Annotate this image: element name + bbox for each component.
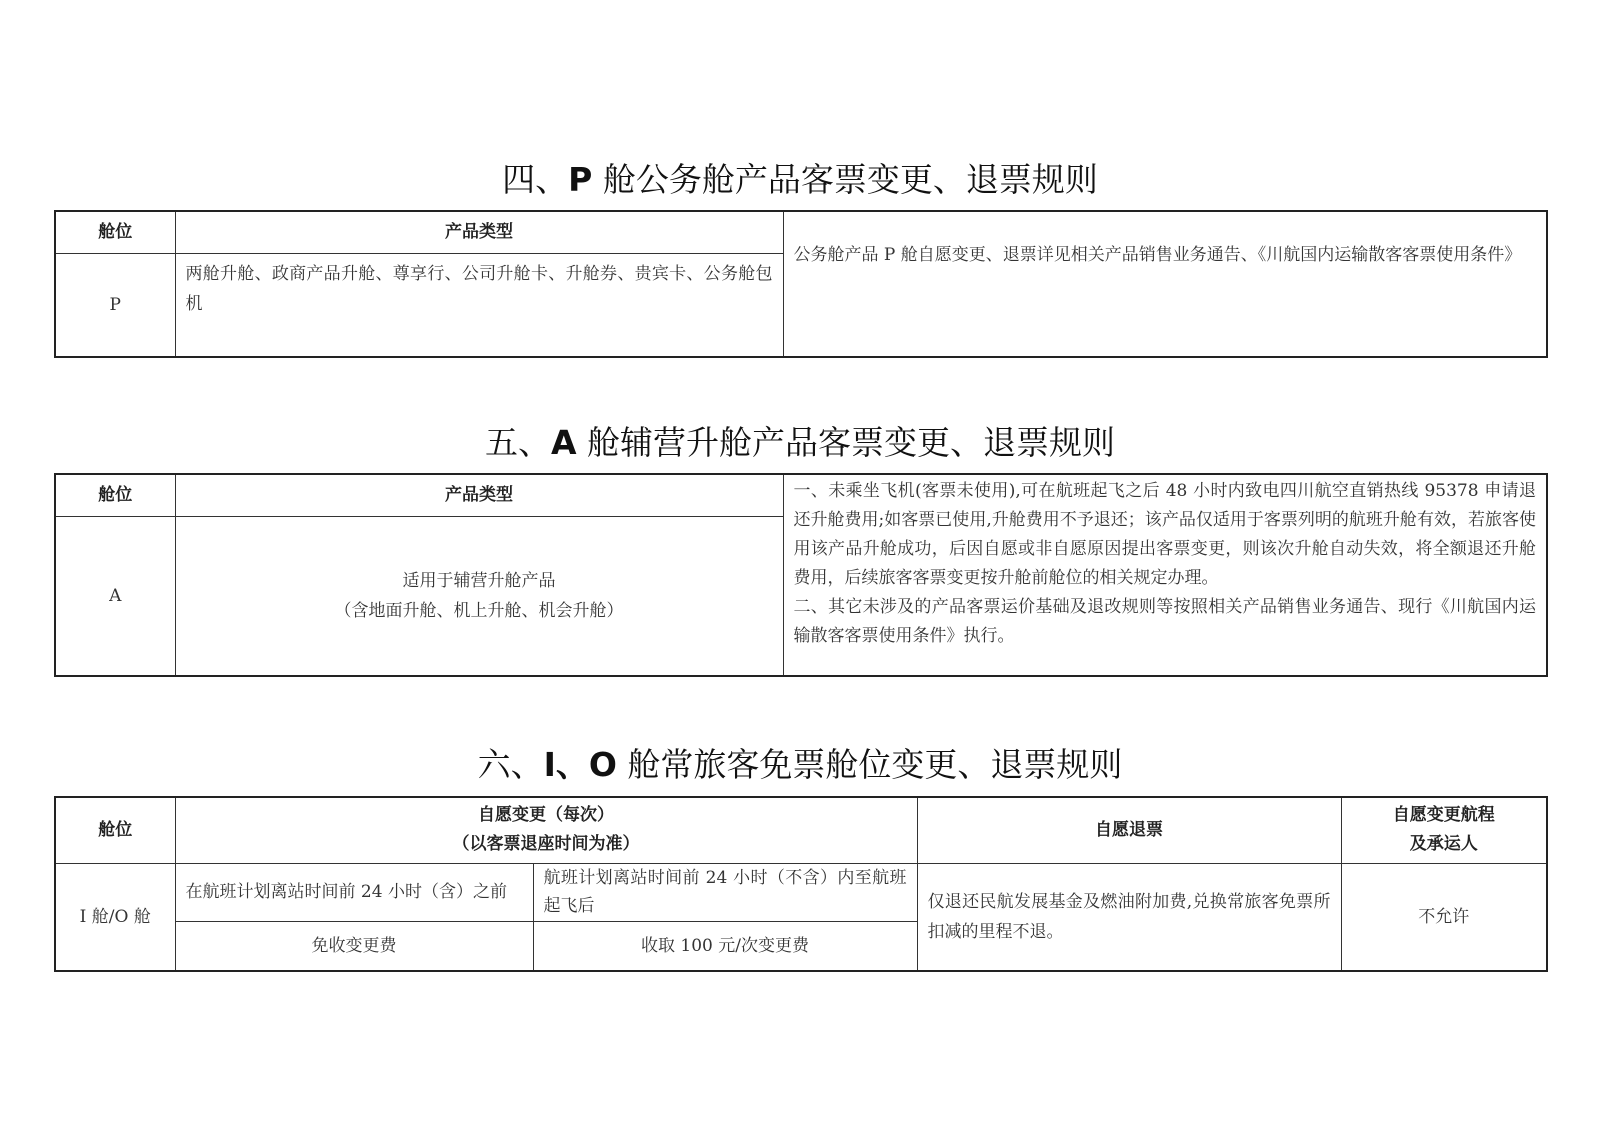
header-class: 舱位 bbox=[55, 474, 175, 516]
condition-before-24h: 在航班计划离站时间前 24 小时（含）之前 bbox=[175, 863, 533, 921]
product-types: 适用于辅营升舱产品 （含地面升舱、机上升舱、机会升舱） bbox=[175, 516, 783, 676]
section5-table bbox=[54, 473, 1548, 677]
header-route-carrier: 自愿变更航程 及承运人 bbox=[1341, 797, 1547, 863]
section6-title: 六、I、O 舱常旅客免票舱位变更、退票规则 bbox=[477, 745, 1123, 784]
section6-table bbox=[54, 796, 1548, 972]
section5-title: 五、A 舱辅营升舱产品客票变更、退票规则 bbox=[484, 423, 1116, 462]
rules-item-1: 一、未乘坐飞机(客票未使用),可在航班起飞之后 48 小时内致电四川航空直销热线 95378 申请退还升舱费用;如客票已使用,升舱费用不予退还；该产品仅适用于客票列明的航班升舱有效，若旅客使用该产品升舱成功，后因自愿或非自愿原因提出客票变更，则该次升舱自动失效，将全额退还升舱费用，后续旅客客票变更按升舱前舱位的相关规定办理。 bbox=[793, 481, 1536, 588]
header-voluntary-refund: 自愿退票 bbox=[917, 797, 1341, 863]
section4-table bbox=[54, 210, 1548, 358]
refund-rule: 仅退还民航发展基金及燃油附加费,兑换常旅客免票所扣减的里程不退。 bbox=[917, 863, 1341, 971]
header-class: 舱位 bbox=[55, 797, 175, 863]
class-code: P bbox=[55, 253, 175, 357]
header-class: 舱位 bbox=[55, 211, 175, 253]
rules-item-2: 二、其它未涉及的产品客票运价基础及退改规则等按照相关产品销售业务通告、现行《川航国内运输散客客票使用条件》执行。 bbox=[793, 597, 1536, 646]
fee-within-24h: 收取 100 元/次变更费 bbox=[533, 921, 917, 971]
class-code: I 舱/O 舱 bbox=[55, 863, 175, 971]
section4-rules: 公务舱产品 P 舱自愿变更、退票详见相关产品销售业务通告、《川航国内运输散客客票使用条件》 bbox=[783, 211, 1547, 357]
condition-within-24h: 航班计划离站时间前 24 小时（不含）内至航班起飞后 bbox=[533, 863, 917, 921]
header-voluntary-change: 自愿变更（每次） （以客票退座时间为准） bbox=[175, 797, 917, 863]
section4-title: 四、P 舱公务舱产品客票变更、退票规则 bbox=[502, 160, 1098, 199]
fee-before-24h: 免收变更费 bbox=[175, 921, 533, 971]
class-code: A bbox=[55, 516, 175, 676]
product-types: 两舱升舱、政商产品升舱、尊享行、公司升舱卡、升舱券、贵宾卡、公务舱包机 bbox=[175, 253, 783, 357]
header-product-type: 产品类型 bbox=[175, 211, 783, 253]
route-rule: 不允许 bbox=[1341, 863, 1547, 971]
section5-rules bbox=[783, 474, 1547, 676]
header-product-type: 产品类型 bbox=[175, 474, 783, 516]
